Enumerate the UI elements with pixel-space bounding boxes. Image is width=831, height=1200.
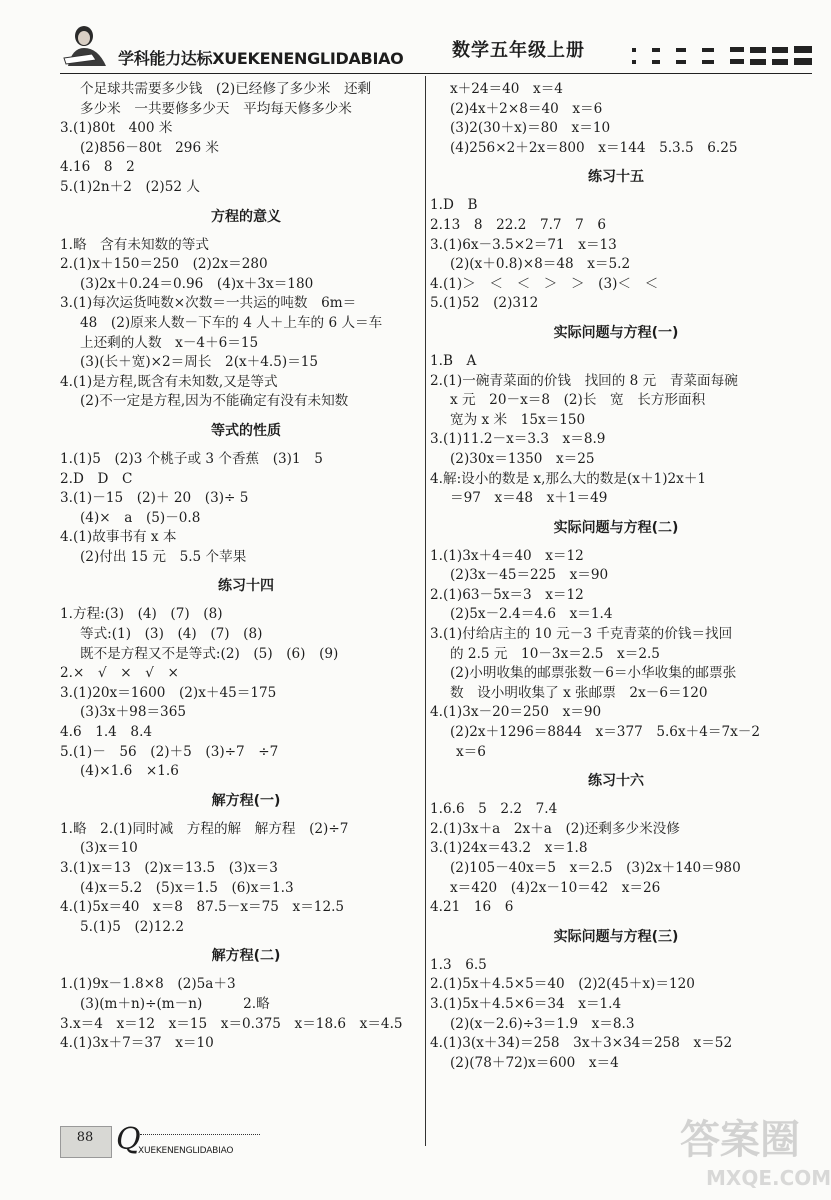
answer-line: 个足球共需要多少钱 (2)已经修了多少米 还剩	[80, 81, 372, 97]
answer-line: 3.(1)每次运货吨数×次数＝一共运的吨数 6m＝	[60, 295, 357, 312]
answer-line: 3.(1)20x＝1600 (2)x＋45＝175	[60, 684, 277, 701]
answer-line: (2)3x－45＝225 x＝90	[450, 567, 609, 584]
answer-line: 既不是方程又不是等式:(2) (5) (6) (9)	[80, 645, 339, 662]
answer-line: 1.(1)3x＋4＝40 x＝12	[430, 547, 584, 564]
answer-line: (2)(x＋0.8)×8＝48 x＝5.2	[450, 256, 631, 273]
watermark-sub: MXQE.COM	[706, 1166, 831, 1190]
section-heading: 解方程(一)	[211, 792, 281, 809]
answer-line: 1.方程:(3) (4) (7) (8)	[60, 606, 223, 623]
answer-line: 1.略 含有未知数的等式	[60, 236, 209, 253]
answer-line: 2.(1)5x＋4.5×5＝40 (2)2(45＋x)＝120	[430, 976, 695, 993]
answer-line: 1.D B	[430, 197, 478, 214]
answer-line: 1.3 6.5	[430, 956, 487, 973]
answer-line: 2.(1)3x＋a 2x＋a (2)还剩多少米没修	[430, 820, 680, 837]
answer-line: (3)2(30＋x)＝80 x＝10	[450, 120, 611, 137]
section-heading: 实际问题与方程(一)	[553, 324, 679, 341]
answer-line: 2.× √ × √ ×	[60, 665, 179, 682]
answer-line: x＝6	[456, 743, 486, 760]
answer-line: (2)2x＋1296＝8844 x＝377 5.6x＋4＝7x－2	[450, 724, 761, 741]
footer-dotted-rule	[140, 1134, 260, 1135]
answer-line: 3.(1)－15 (2)＋ 20 (3)÷ 5	[60, 490, 249, 507]
answer-line: 等式:(1) (3) (4) (7) (8)	[80, 626, 263, 643]
answer-line: 3.x＝4 x＝12 x＝15 x＝0.375 x＝18.6 x＝4.5	[60, 1015, 403, 1032]
section-heading: 实际问题与方程(二)	[553, 519, 679, 536]
answer-line: 3.(1)11.2－x＝3.3 x＝8.9	[430, 431, 606, 448]
answer-line: 4.(1)3x＋7＝37 x＝10	[60, 1035, 214, 1052]
answer-line: 2.13 8 22.2 7.7 7 6	[430, 216, 607, 233]
answer-line: 3.(1)5x＋4.5×6＝34 x＝1.4	[430, 995, 622, 1012]
answer-line: (3)2x＋0.24＝0.96 (4)x＋3x＝180	[80, 275, 314, 292]
answer-line: (2)(x－2.6)÷3＝1.9 x＝8.3	[450, 1015, 635, 1032]
answer-line: 3.(1)6x－3.5×2＝71 x＝13	[430, 236, 617, 253]
answer-line: 1.(1)9x－1.8×8 (2)5a＋3	[60, 976, 236, 993]
answer-line: 4.21 16 6	[430, 899, 514, 916]
answer-line: 4.6 1.4 8.4	[60, 724, 153, 741]
section-heading: 解方程(二)	[211, 948, 281, 965]
answer-line: x＋24＝40 x＝4	[450, 81, 563, 97]
section-heading: 练习十六	[588, 773, 644, 790]
answer-line: 3.(1)付给店主的 10 元－3 千克青菜的价钱＝找回	[430, 626, 733, 643]
answer-line: (4)×1.6 ×1.6	[80, 763, 179, 780]
section-heading: 等式的性质	[211, 422, 281, 439]
answer-line: (2)(78＋72)x＝600 x＝4	[450, 1054, 619, 1071]
answer-line: 5.(1)2n＋2 (2)52 人	[60, 178, 200, 195]
site-watermark	[670, 1108, 831, 1198]
answer-line: (3)(m＋n)÷(m－n) 2.略	[80, 995, 270, 1012]
answer-line: 4.16 8 2	[60, 159, 135, 176]
answer-line: 1.6.6 5 2.2 7.4	[430, 801, 558, 818]
decorative-dash-bar	[632, 44, 812, 74]
answer-line: 宽为 x 米 15x＝150	[450, 411, 586, 428]
book-title: 数学五年级上册	[452, 40, 585, 61]
answer-line: 4.(1)故事书有 x 本	[60, 529, 177, 546]
section-heading: 练习十五	[588, 169, 644, 186]
header-rule	[60, 73, 812, 74]
answer-line: 1.B A	[430, 352, 477, 369]
answer-line: (2)小明收集的邮票张数－6＝小华收集的邮票张	[450, 665, 737, 682]
answer-line: 48 (2)原来人数－下车的 4 人＋上车的 6 人＝车	[80, 314, 383, 331]
answer-line: 4.(1)＞ ＜ ＜ ＞ ＞ (3)＜ ＜	[430, 275, 659, 292]
answer-line: 2.(1)x＋150＝250 (2)2x＝280	[60, 256, 268, 273]
answer-line: 1.(1)5 (2)3 个桃子或 3 个香蕉 (3)1 5	[60, 450, 323, 467]
page-number: 88	[76, 1130, 94, 1145]
answer-line: (2)5x－2.4＝4.6 x＝1.4	[450, 606, 613, 623]
answer-line: (4)256×2＋2x＝800 x＝144 5.3.5 6.25	[450, 139, 738, 156]
answer-line: 4.(1)3x－20＝250 x＝90	[430, 704, 602, 721]
page-header	[0, 0, 812, 80]
section-heading: 实际问题与方程(三)	[553, 928, 679, 945]
answer-line: 3.(1)x＝13 (2)x＝13.5 (3)x＝3	[60, 860, 278, 876]
answer-line: 数 设小明收集了 x 张邮票 2x－6＝120	[450, 684, 708, 701]
answer-line: 3.(1)80t 400 米	[60, 120, 173, 137]
answer-line: 4.(1)是方程,既含有未知数,又是等式	[60, 373, 278, 390]
answer-line: (4)× a (5)－0.8	[80, 509, 201, 526]
answer-line: 5.(1)52 (2)312	[430, 295, 539, 312]
answer-line: (3)(长＋宽)×2＝周长 2(x＋4.5)＝15	[80, 354, 319, 371]
answer-line: (2)856－80t 296 米	[80, 139, 220, 156]
answer-line: 1.略 2.(1)同时减 方程的解 解方程 (2)÷7	[60, 820, 349, 837]
answer-line: 3.(1)24x＝43.2 x＝1.8	[430, 840, 588, 857]
answer-line: 的 2.5 元 10－3x＝2.5 x＝2.5	[450, 645, 660, 662]
footer-logo-letter: Q	[116, 1122, 141, 1157]
answer-line: 多少米 一共要修多少天 平均每天修多少米	[80, 100, 352, 117]
answer-line: 2.D D C	[60, 470, 133, 487]
answer-line: x 元 20－x＝8 (2)长 宽 长方形面积	[450, 392, 706, 409]
answer-line: (2)4x＋2×8＝40 x＝6	[450, 100, 603, 117]
answer-line: 5.(1)－ 56 (2)＋5 (3)÷7 ÷7	[60, 743, 279, 760]
answer-line: x＝420 (4)2x－10＝42 x＝26	[450, 879, 661, 896]
student-figure-logo	[62, 24, 112, 66]
footer-logo-text: XUEKENENGLIDABIAO	[138, 1146, 234, 1156]
section-heading: 练习十四	[218, 578, 274, 595]
answer-line: 2.(1)63－5x＝3 x＝12	[430, 586, 584, 603]
page-footer	[60, 1122, 260, 1162]
right-column	[430, 80, 802, 1073]
answer-line: 上还剩的人数 x－4＋6＝15	[80, 334, 259, 351]
answer-line: 5.(1)5 (2)12.2	[80, 918, 184, 935]
left-column	[60, 80, 432, 1054]
answer-line: 4.解:设小的数是 x,那么大的数是(x＋1)2x＋1	[430, 470, 707, 487]
answer-line: ＝97 x＝48 x＋1＝49	[450, 490, 608, 507]
answer-line: (4)x＝5.2 (5)x＝1.5 (6)x＝1.3	[80, 879, 294, 896]
answer-line: 4.(1)3(x＋34)＝258 3x＋3×34＝258 x＝52	[430, 1035, 733, 1052]
answer-line: 2.(1)一碗青菜面的价钱 找回的 8 元 青菜面每碗	[430, 372, 738, 389]
section-heading: 方程的意义	[211, 208, 281, 225]
answer-line: (2)不一定是方程,因为不能确定有没有未知数	[80, 393, 349, 410]
answer-line: (3)x＝10	[80, 840, 138, 857]
answer-line: (3)3x＋98＝365	[80, 704, 187, 721]
series-title: 学科能力达标XUEKENENGLIDABIAO	[118, 49, 404, 68]
answer-line: (2)30x＝1350 x＝25	[450, 450, 595, 467]
watermark-main: 答案圈	[680, 1117, 800, 1163]
answer-line: 4.(1)5x＝40 x＝8 87.5－x＝75 x＝12.5	[60, 899, 345, 916]
answer-line: (2)付出 15 元 5.5 个苹果	[80, 548, 247, 565]
answer-line: (2)105－40x＝5 x＝2.5 (3)2x＋140＝980	[450, 860, 741, 876]
